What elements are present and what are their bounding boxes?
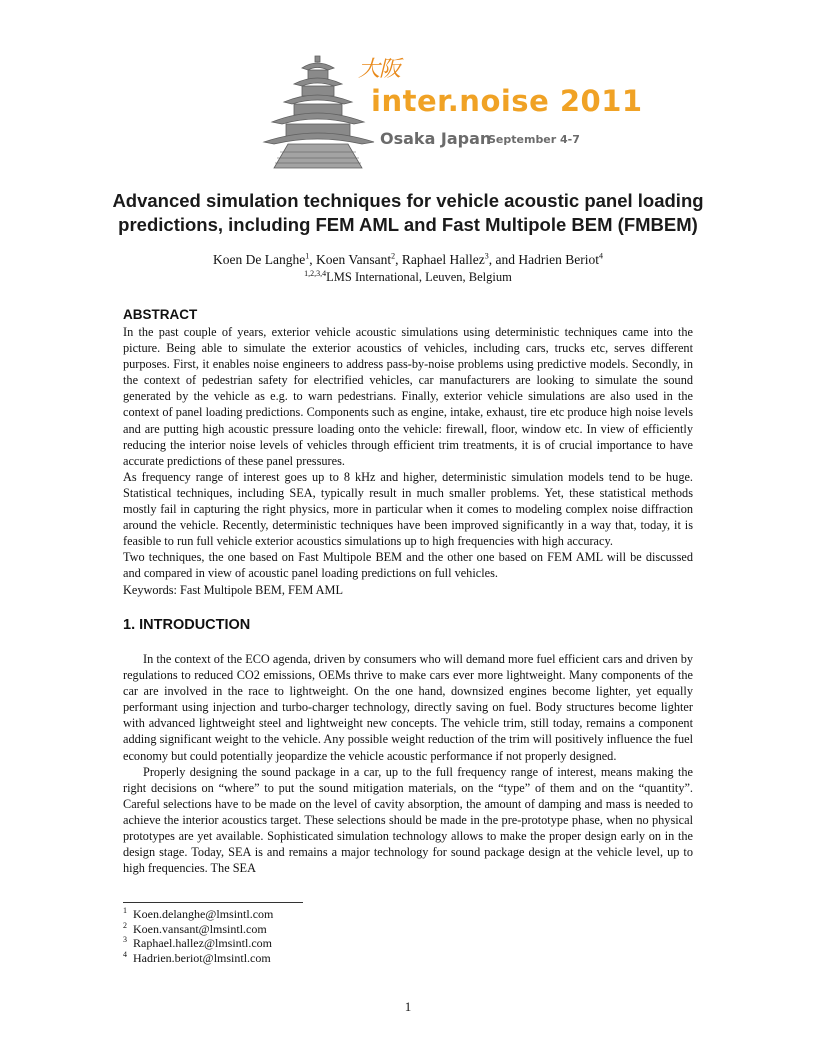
affiliation-text: LMS International, Leuven, Belgium: [326, 270, 512, 284]
paper-title-line-2: predictions, including FEM AML and Fast Multipole BEM (FMBEM): [118, 214, 698, 235]
conference-dates: September 4-7: [488, 133, 580, 146]
author-name: Hadrien Beriot: [518, 252, 599, 267]
affiliation: [90, 270, 726, 285]
footnotes: [123, 907, 273, 965]
footnote: [123, 951, 273, 966]
abstract-heading: ABSTRACT: [123, 307, 198, 322]
footnote-email: Raphael.hallez@lmsintl.com: [133, 936, 273, 950]
author-mark: 4: [598, 251, 603, 261]
footnote-mark: 1: [123, 906, 127, 915]
introduction-heading: 1. INTRODUCTION: [123, 617, 251, 633]
author-mark: 2: [391, 251, 396, 261]
footnote-email: Koen.delanghe@lmsintl.com: [133, 907, 274, 921]
footnote: [123, 936, 273, 951]
paper-title-line-1: Advanced simulation techniques for vehicle acoustic panel loading: [112, 190, 704, 211]
footnote-email: Hadrien.beriot@lmsintl.com: [133, 950, 271, 965]
conference-name: inter.noise 2011: [371, 84, 643, 118]
footnote-mark: 4: [123, 949, 127, 959]
author-list: Koen De Langhe$^1$, Koen Vansant$^2$, Raphael Hallez$^3$, and Hadrien Beriot$^4$: [213, 251, 603, 267]
introduction-body: [123, 651, 693, 876]
author-mark: 3: [484, 251, 489, 261]
affiliation-mark: 1,2,3,4: [304, 268, 327, 278]
abstract-body: [123, 324, 693, 598]
author-name: Raphael Hallez: [401, 252, 485, 267]
page-number: 1: [404, 999, 412, 1014]
author-mark: 1: [305, 251, 310, 261]
footnote: [123, 907, 273, 922]
footnote-email: Koen.vansant@lmsintl.com: [133, 921, 267, 936]
footnote-rule: [123, 902, 303, 903]
conference-location: Osaka Japan: [380, 129, 492, 148]
logo-kanji: 大阪: [358, 57, 401, 82]
intro-paragraph: In the context of the ECO agenda, driven by consumers who will demand more fuel efficient cars and driven by regulations to reduced CO2 emissions, OEMs thrive to make cars ever more lightweight. Many components of the car are involved in the race to lightweight. On the one hand, downsized engines become lighter, yet equally performant using injection and turbo-charger technology, directly saving on fuel. Body structures become lighter with advanced lightweight steel and lightweight new concepts. The vehicle trim, still today, remains a component adding significant weight to the vehicle. Any possible weight reduction of the trim will positively influence the fuel economy but could potentially jeopardize the vehicle acoustic performance if not properly designed.: [123, 652, 693, 763]
footnote-mark: 2: [123, 920, 127, 930]
intro-paragraph: Properly designing the sound package in a car, up to the full frequency range of interest, means making the right decisions on “where” to put the sound mitigation materials, on the “type” of them and on the “quantity”. Careful selections have to be made on the level of cavity absorption, the amount of damping and mass is needed to achieve the interior acoustics target. These selections should be made in the pre-prototype phase, when no physical prototypes are yet available. Sophisticated simulation technology allows to make the proper design early on in the design stage. Today, SEA is and remains a major technology for sound package design at the vehicle level, up to high frequencies. The SEA: [123, 764, 693, 876]
author-name: Koen De Langhe: [213, 252, 306, 267]
abstract-paragraph: Two techniques, the one based on Fast Multipole BEM and the other one based on FEM AML will be discussed and compared in view of acoustic panel loading predictions on full vehicles.: [123, 550, 693, 581]
keywords: Keywords: Fast Multipole BEM, FEM AML: [123, 582, 343, 597]
paper-title: [90, 189, 726, 237]
abstract-paragraph: As frequency range of interest goes up to 8 kHz and higher, deterministic simulation models tend to be huge. Statistical techniques, including SEA, typically result in much smaller problems. Yet, these statistical methods mostly fail in capturing the right physics, more in particular when it comes to modeling complex noise diffraction around the vehicle. Recently, deterministic techniques have been improved significantly in a way that, today, it is feasible to run full vehicle exterior acoustics simulations up to high frequencies with high accuracy.: [123, 469, 693, 549]
footnote: [123, 922, 273, 937]
abstract-paragraph: In the past couple of years, exterior vehicle acoustic simulations using deterministic techniques came into the picture. Being able to simulate the exterior acoustics of vehicles, including cars, trucks etc, serves different purposes. First, it enables noise engineers to address pass-by-noise problems using predictive models. Secondly, in the context of pedestrian safety for electrified vehicles, car manufacturers are looking to simulate the sound generated by the vehicle as e.g. to warn pedestrians. Finally, exterior vehicle simulations are also used in the context of panel loading predictions. Components such as engine, intake, exhaust, tire etc produce high noise levels and are putting high acoustic pressure loading onto the vehicle: firewall, floor, window etc. In view of efficiently reducing the interior noise levels of vehicles through efficient trim treatments, it is of crucial importance to have accurate predictions of these panel pressures.: [123, 325, 693, 468]
author-name: Koen Vansant: [316, 252, 392, 267]
footnote-mark: 3: [123, 935, 127, 944]
